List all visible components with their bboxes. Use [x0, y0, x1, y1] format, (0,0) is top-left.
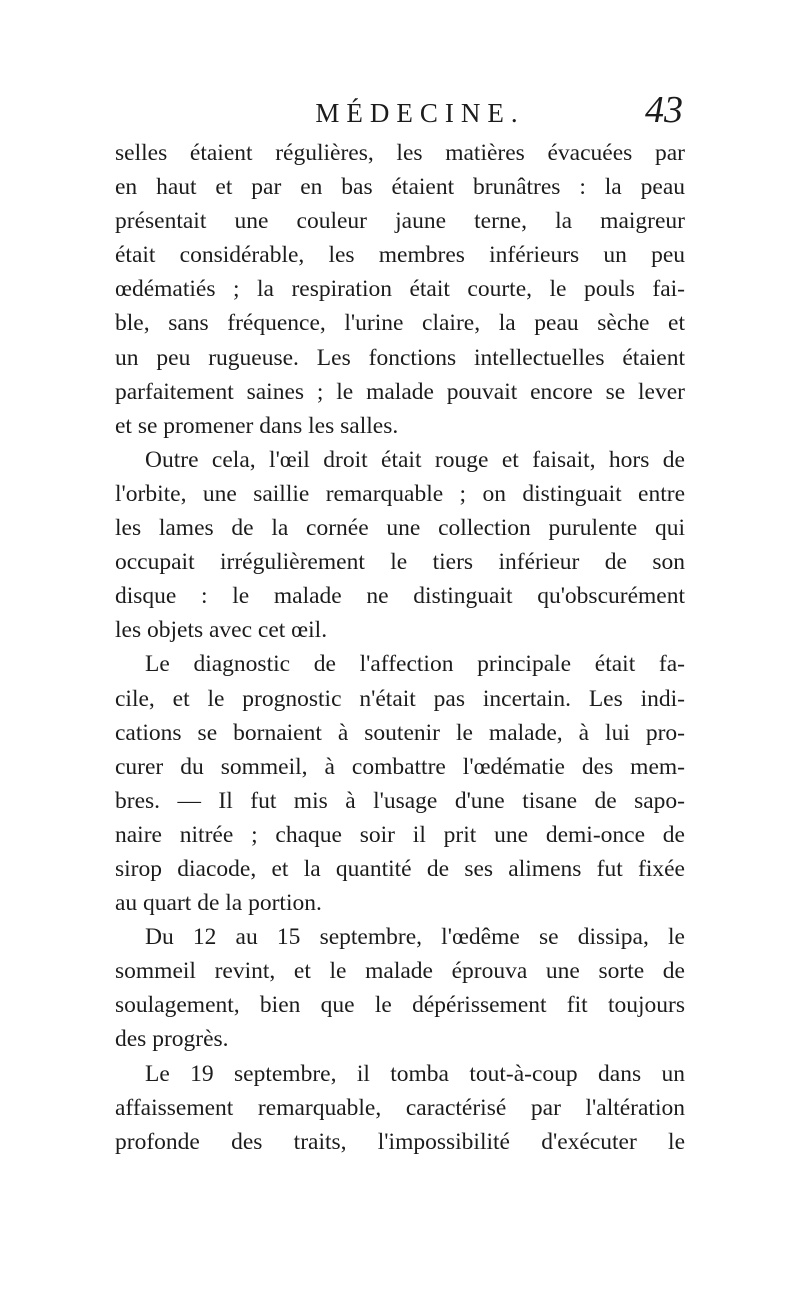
- running-head: MÉDECINE.: [315, 98, 525, 128]
- text-line: et se promener dans les salles.: [115, 412, 399, 439]
- page-header: [115, 88, 685, 138]
- text-line: l'orbite, une saillie remarquable ; on distinguait entre: [115, 480, 685, 507]
- text-line: Le 19 septembre, il tomba tout-à-coup dans un: [145, 1060, 685, 1087]
- page-number: 43: [645, 89, 683, 131]
- text-line: Outre cela, l'œil droit était rouge et faisait, hors de: [145, 446, 685, 473]
- text-line: au quart de la portion.: [115, 890, 322, 917]
- text-line: soulagement, bien que le dépérissement fit toujours: [115, 992, 685, 1019]
- text-line: occupait irrégulièrement le tiers inférieur de son: [115, 549, 685, 576]
- text-line: sirop diacode, et la quantité de ses alimens fut fixée: [115, 855, 685, 882]
- text-line: en haut et par en bas étaient brunâtres : la peau: [115, 174, 685, 201]
- text-line: présentait une couleur jaune terne, la maigreur: [115, 208, 685, 235]
- text-line: Le diagnostic de l'affection principale était fa-: [145, 651, 685, 678]
- text-line: naire nitrée ; chaque soir il prit une demi-once de: [115, 821, 685, 848]
- text-line: un peu rugueuse. Les fonctions intellectuelles étaient: [115, 344, 685, 371]
- text-line: des progrès.: [115, 1026, 229, 1053]
- text-line: disque : le malade ne distinguait qu'obscurément: [115, 583, 685, 610]
- text-line: bres. — Il fut mis à l'usage d'une tisane de sapo-: [115, 787, 685, 814]
- text-line: sommeil revint, et le malade éprouva une sorte de: [115, 958, 685, 985]
- text-line: selles étaient régulières, les matières évacuées par: [115, 140, 685, 166]
- text-line: affaissement remarquable, caractérisé par l'altération: [115, 1094, 685, 1121]
- text-line: ble, sans fréquence, l'urine claire, la peau sèche et: [115, 310, 685, 337]
- text-line: profonde des traits, l'impossibilité d'exécuter le: [115, 1128, 685, 1155]
- text-line: œdématiés ; la respiration était courte, le pouls fai-: [115, 276, 685, 303]
- text-line: curer du sommeil, à combattre l'œdématie des mem-: [115, 753, 685, 780]
- text-line: cile, et le prognostic n'était pas incertain. Les indi-: [115, 685, 685, 712]
- text-line: les lames de la cornée une collection purulente qui: [115, 515, 685, 542]
- text-line: les objets avec cet œil.: [115, 617, 328, 644]
- text-line: parfaitement saines ; le malade pouvait encore se lever: [115, 378, 685, 405]
- text-line: Du 12 au 15 septembre, l'œdême se dissipa, le: [145, 924, 685, 951]
- body-text: [115, 136, 685, 1159]
- text-line: était considérable, les membres inférieurs un peu: [115, 242, 685, 269]
- text-line: cations se bornaient à soutenir le malade, à lui pro-: [115, 719, 685, 746]
